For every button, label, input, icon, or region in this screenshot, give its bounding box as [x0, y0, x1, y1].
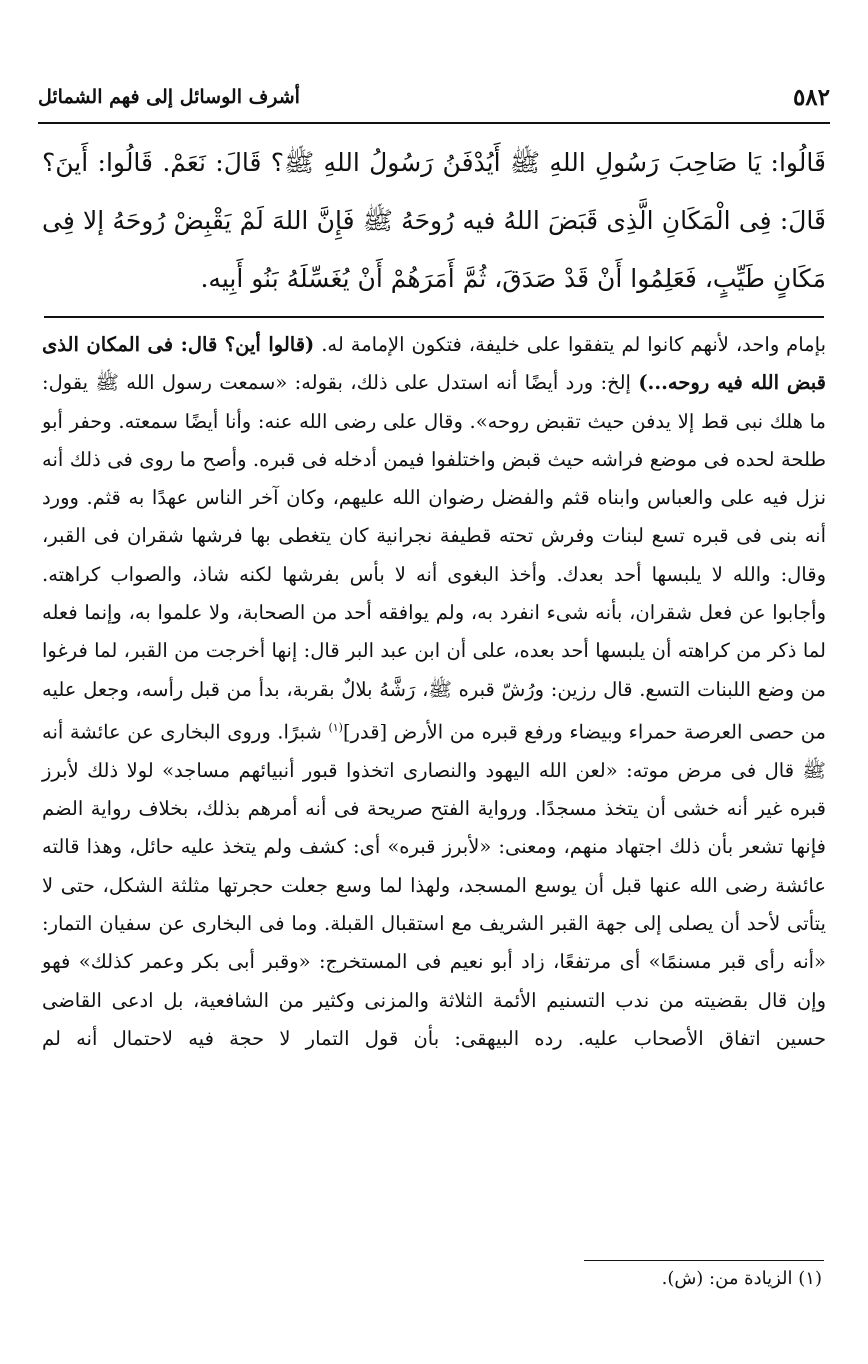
hadith-text: قَالُوا: يَا صَاحِبَ رَسُولِ اللهِ ﷺ أَيُدْفَنُ رَسُولُ اللهِ ﷺ؟ قَالَ: نَعَمْ. قَالُوا: أَينَ؟ قَالَ: فِى الْمَكَانِ الَّذِى قَبَضَ اللهُ فيه رُوحَهُ ﷺ فَإِنَّ اللهَ لَمْ يَقْبِضْ رُوحَهُ إلا فِى مَكَانٍ طَيِّبٍ، فَعَلِمُوا أَنْ قَدْ صَدَقَ، ثُمَّ أَمَرَهُمْ أَنْ يُغَسِّلَهُ بَنُو أَبِيه. [42, 148, 826, 293]
commentary-part-3: شبرًا. وروى البخارى عن عائشة أنه ﷺ قال فى مرض موته: «لعن الله اليهود والنصارى اتخذوا قبور أنبيائهم مساجد» لولا ذلك لأبرز قبره غير أنه خشى أن يتخذ مسجدًا. ورواية الفتح صريحة فى أنه أمرهم بذلك، بخلاف رواية الضم فإنها تشعر بأن ذلك اجتهاد منهم، ومعنى: «لأبرز قبره» أى: كشف ولم يتخذ عليه حائل، وهذا قالته عائشة رضى الله عنها قبل أن يوسع المسجد، ولهذا لما وسع جعلت حجرتها مثلثة الشكل، حتى لا يتأتى لأحد أن يصلى إلى جهة القبر الشريف مع استقبال القبلة. وما فى البخارى عن سفيان التمار: «أنه رأى قبر مسنمًا» أى مرتفعًا، زاد أبو نعيم فى المستخرج: «وقبر أبى بكر وعمر كذلك» فهو وإن قال بقضيته من ندب التسنيم الأئمة الثلاثة والمزنى وكثير من الشافعية، بل ادعى القاضى حسين اتفاق الأصحاب عليه. رده البيهقى: بأن قول التمار لا حجة فيه لاحتمال أنه لم [42, 720, 826, 1050]
page-header [38, 84, 830, 118]
footnote: (١) الزيادة من: (ش). [661, 1268, 822, 1289]
text-commentary-divider [44, 316, 824, 318]
running-title: أشرف الوسائل إلى فهم الشمائل [38, 86, 300, 108]
footnote-divider [584, 1260, 824, 1261]
commentary-part-2: إلخ: ورد أيضًا أنه استدل على ذلك، بقوله: «سمعت رسول الله ﷺ يقول: ما هلك نبى قط إلا يدفن حيث تقبض روحه». وقال على رضى الله عنه: وأنا أيضًا سمعته. وحفر أبو طلحة لحده فى موضع فراشه حيث قبض واختلفوا فيمن أدخله فى قبره. وأصح ما روى فى ذلك أنه نزل فيه على والعباس وابناه قثم والفضل رضوان الله عليهم، وكان آخر الناس عهدًا به قثم. وورد أنه بنى فى قبره تسع لبنات وفرش تحته قطيفة نجرانية كان يتغطى بها فرشها شقران فى القبر، وقال: والله لا يلبسها أحد بعدك. وأخذ البغوى أنه لا بأس بفرشها لكنه شاذ، والصواب كراهته. وأجابوا عن فعل شقران، بأنه شىء انفرد به، ولم يوافقه أحد من الصحابة، ولا علموا به، وإنما فعله لما ذكر من كراهته أن يلبسها أحد بعده، على أن ابن عبد البر قال: إنها أخرجت من القبر، لما فرغوا من وضع اللبنات التسع. قال رزين: ورُشّ قبره ﷺ، رَشَّهُ بلالٌ بقربة، بدأ من قبل رأسه، وجعل عليه من حصى العرصة حمراء وبيضاء ورفع قبره من الأرض [قدر] [42, 371, 826, 744]
commentary-quoted-heading: (قالوا أين؟ قال: فى المكان الذى قبض الله فيه روحه...) [42, 333, 827, 395]
footnote-marker: (١) [328, 720, 343, 734]
commentary-part-1: بإمام واحد، لأنهم كانوا لم يتفقوا على خليفة، فتكون الإمامة له. [321, 333, 826, 356]
page-number: ٥٨٢ [792, 84, 830, 111]
header-divider [38, 122, 830, 124]
commentary-text [42, 326, 826, 1058]
